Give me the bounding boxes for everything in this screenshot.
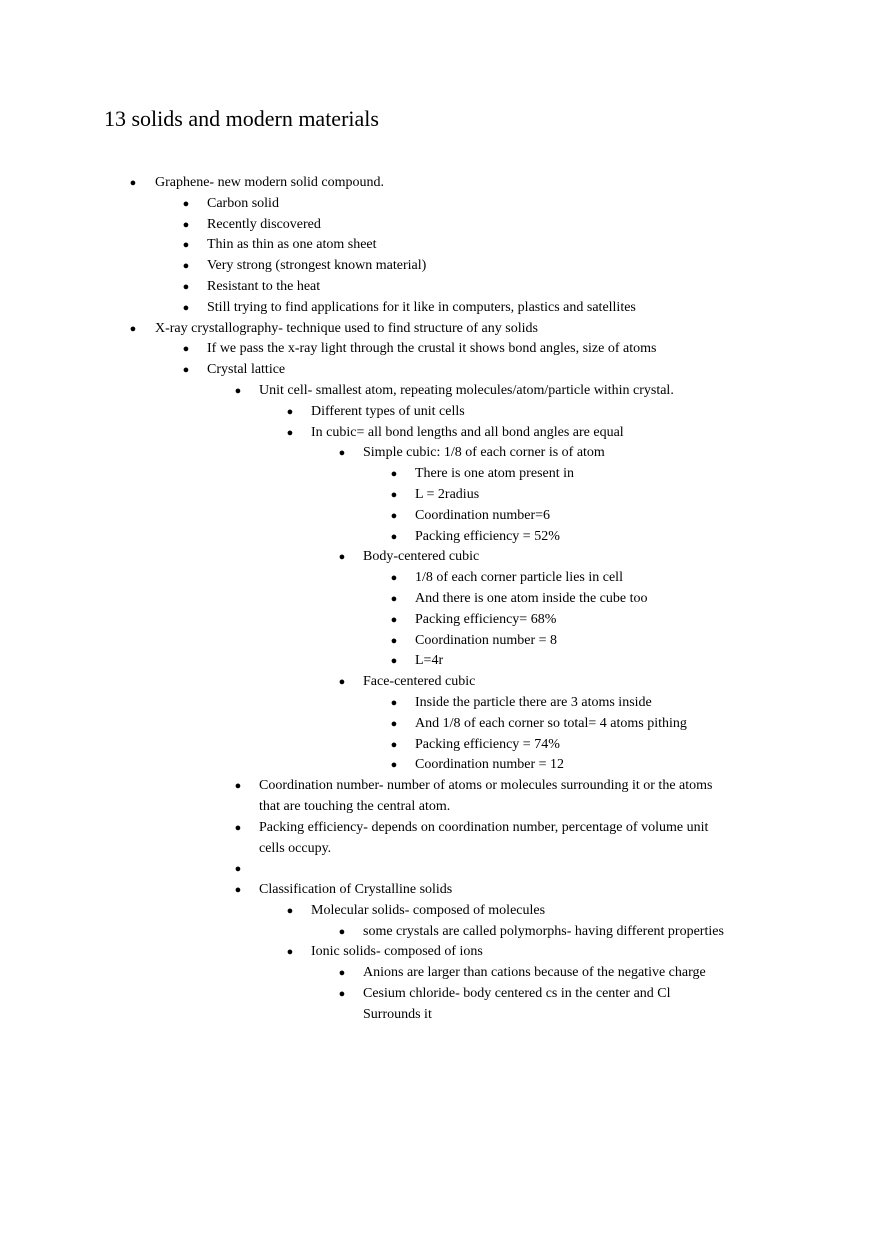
list-item [0,319,880,340]
bullet-icon: ● [286,405,294,418]
bullet-icon: ● [390,488,398,501]
list-item-text: In cubic= all bond lengths and all bond angles are equal [311,424,624,440]
list-item [0,714,880,735]
bullet-icon: ● [338,676,346,689]
list-item [0,693,880,714]
bullet-icon: ● [390,717,398,730]
list-item-text: Simple cubic: 1/8 of each corner is of atom [363,445,605,461]
list-item-text: Crystal lattice [207,362,286,378]
bullet-icon: ● [390,468,398,481]
bullet-icon: ● [182,301,190,314]
bullet-icon: ● [182,260,190,273]
list-item-text: Face-centered cubic [363,674,476,690]
list-item [0,173,880,194]
list-item [0,755,880,776]
bullet-icon: ● [182,197,190,210]
list-item [0,256,880,277]
list-item-text: Packing efficiency= 68% [415,611,557,627]
list-item-text: Anions are larger than cations because of the negative charge [363,965,706,981]
bullet-icon: ● [129,177,137,189]
list-item-text: Body-centered cubic [363,549,480,565]
list-item-text: X-ray crystallography- technique used to find structure of any solids [155,320,538,336]
list-item [0,360,880,381]
list-item [0,901,880,922]
bullet-icon: ● [286,426,294,439]
bullet-icon: ● [390,572,398,585]
list-item-text: Coordination number- number of atoms or molecules surrounding it or the atoms that are touching the central atom. [259,778,713,814]
list-item-text: Very strong (strongest known material) [207,258,427,274]
bullet-icon: ● [234,884,242,897]
list-item [0,527,880,548]
list-item-text: Molecular solids- composed of molecules [311,902,546,918]
list-item [0,277,880,298]
list-item-text: Resistant to the heat [207,278,321,294]
list-item [0,651,880,672]
list-item-text: Coordination number = 12 [415,757,565,773]
list-item-text: Different types of unit cells [311,403,465,419]
list-item-text: Packing efficiency- depends on coordination number, percentage of volume unit cells occupy. [259,819,709,856]
list-item-text: There is one atom present in [415,466,575,482]
bullet-icon: ● [182,364,190,377]
list-item [0,402,880,423]
list-item-text: Inside the particle there are 3 atoms inside [415,694,652,710]
list-item [0,942,880,963]
list-item [0,464,880,485]
list-item [0,672,880,693]
list-item [0,443,880,464]
list-item-text: Carbon solid [207,195,279,211]
bullet-icon: ● [338,551,346,564]
list-item [0,610,880,631]
list-item [0,194,880,215]
bullet-icon: ● [182,280,190,293]
list-item [0,485,880,506]
list-item [0,776,880,818]
list-item-text: L = 2radius [415,486,480,502]
bullet-icon: ● [390,759,398,772]
list-item-text: Packing efficiency = 52% [415,528,560,544]
bullet-icon: ● [390,530,398,543]
bullet-icon: ● [234,821,242,834]
list-item-text: L=4r [415,653,444,669]
list-item [0,735,880,756]
list-item-text: And there is one atom inside the cube too [415,590,648,606]
bullet-outline [0,173,880,1026]
list-item-text: If we pass the x-ray light through the crustal it shows bond angles, size of atoms [207,341,657,357]
bullet-icon: ● [338,988,346,1001]
bullet-icon: ● [286,904,294,917]
list-item [0,984,880,1026]
list-item [0,631,880,652]
bullet-icon: ● [182,239,190,252]
bullet-icon: ● [182,343,190,356]
list-item [0,506,880,527]
bullet-icon: ● [338,967,346,980]
list-item-text: Cesium chloride- body centered cs in the center and Cl Surrounds it [363,986,671,1022]
bullet-icon: ● [338,447,346,460]
list-item-text: Ionic solids- composed of ions [311,944,483,960]
list-item-text: Still trying to find applications for it like in computers, plastics and satellites [207,299,636,315]
list-item [0,589,880,610]
bullet-icon: ● [338,925,346,938]
list-item-text: Packing efficiency = 74% [415,736,560,752]
list-item-text: Graphene- new modern solid compound. [155,175,384,190]
list-item [0,298,880,319]
bullet-icon: ● [234,780,242,793]
list-item [0,339,880,360]
list-item [0,818,880,860]
list-item [0,215,880,236]
bullet-icon: ● [234,384,242,397]
list-item [0,423,880,444]
list-item [0,880,880,901]
bullet-icon: ● [390,592,398,605]
bullet-icon: ● [390,738,398,751]
list-item-text [259,859,880,880]
list-item [0,922,880,943]
list-item [0,547,880,568]
list-item-text: 1/8 of each corner particle lies in cell [415,570,623,586]
bullet-icon: ● [390,509,398,522]
list-item-text: And 1/8 of each corner so total= 4 atoms pithing [415,715,687,731]
list-item-text: Coordination number = 8 [415,632,558,648]
list-item-text: Unit cell- smallest atom, repeating molecules/atom/particle within crystal. [259,382,674,398]
bullet-icon: ● [390,655,398,668]
bullet-icon: ● [390,634,398,647]
list-item-text: Coordination number=6 [415,507,551,523]
bullet-icon: ● [234,863,242,876]
list-item [0,235,880,256]
list-item-text: Classification of Crystalline solids [259,882,453,898]
bullet-icon: ● [390,613,398,626]
page-title: 13 solids and modern materials [104,106,379,131]
bullet-icon: ● [390,696,398,709]
list-item-text: Recently discovered [207,216,321,232]
list-item-text: some crystals are called polymorphs- having different properties [363,923,724,939]
bullet-icon: ● [286,946,294,959]
list-item [0,381,880,402]
list-item [0,963,880,984]
list-item-text: Thin as thin as one atom sheet [207,237,377,253]
list-item [0,568,880,589]
bullet-icon: ● [129,322,137,335]
bullet-icon: ● [182,218,190,231]
list-item-empty [0,859,880,880]
